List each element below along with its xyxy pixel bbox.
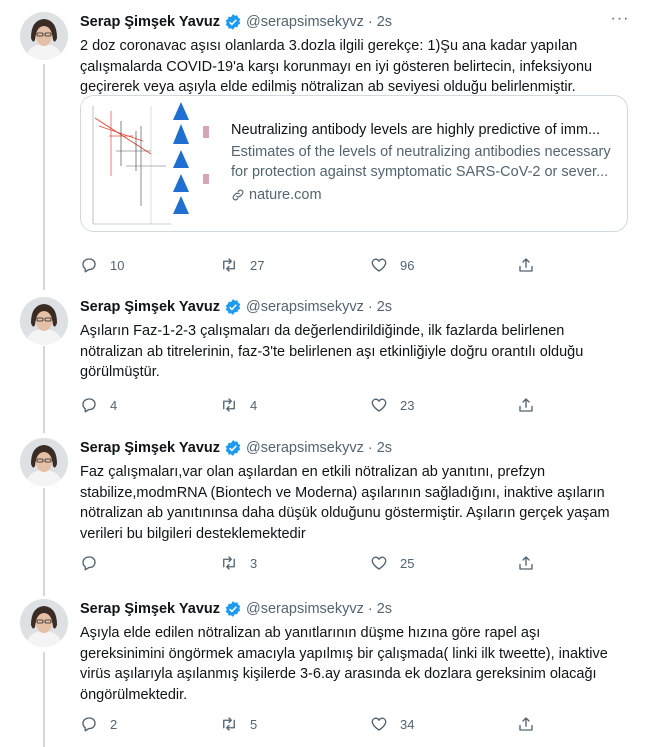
tweet-header <box>80 297 392 317</box>
retweet-button[interactable] <box>220 714 257 734</box>
tweet-text: Aşıyla elde edilen nötralizan ab yanıtlarının düşme hızına göre rapel aşı gereksinimini öngörmek amacıyla yapılmış bir çalışmada( linki ilk tweette), inaktive virüs aşılarıyla aşılanmış kişilerde 3-6.ay arasında ek dozlara gereksinim olacağı öngörülmektedir. <box>80 625 608 703</box>
tweet[interactable] <box>0 591 648 747</box>
share-icon <box>517 554 535 572</box>
share-button[interactable] <box>517 255 547 275</box>
timestamp[interactable]: 2s <box>376 299 393 315</box>
retweet-count: 5 <box>250 716 258 732</box>
timestamp[interactable]: 2s <box>376 440 393 456</box>
retweet-icon <box>220 256 238 274</box>
chart-thumbnail-image <box>81 96 218 231</box>
separator: · <box>367 14 373 30</box>
retweet-button[interactable] <box>220 553 257 573</box>
tweet[interactable] <box>0 428 648 591</box>
separator: · <box>367 299 373 315</box>
more-options-icon[interactable]: ··· <box>610 10 630 27</box>
heart-icon <box>370 715 388 733</box>
timestamp[interactable]: 2s <box>376 14 393 30</box>
reply-icon <box>80 554 98 572</box>
reply-count: 4 <box>110 397 118 413</box>
retweet-icon <box>220 715 238 733</box>
link-icon <box>231 188 245 202</box>
avatar[interactable] <box>20 12 68 60</box>
retweet-button[interactable] <box>220 395 257 415</box>
link-card[interactable] <box>80 95 628 232</box>
tweet-header <box>80 12 392 32</box>
tweet-text: Faz çalışmaları,var olan aşılardan en etkili nötralizan ab yanıtını, prefzyn stabilize,modmRNA (Biontech ve Moderna) aşılarının sağladığını, inaktive aşıların nötralizan ab yanıtınınsa daha düşük olduğunu göstermiştir. Aşıların gerçek yaşam verileri bu bilgileri desteklemektedir <box>80 464 610 542</box>
author-name[interactable]: Serap Şimşek Yavuz <box>80 299 220 315</box>
share-icon <box>517 396 535 414</box>
share-button[interactable] <box>517 553 547 573</box>
heart-icon <box>370 396 388 414</box>
heart-icon <box>370 554 388 572</box>
tweet[interactable] <box>0 287 648 427</box>
reply-button[interactable] <box>80 553 110 573</box>
share-button[interactable] <box>517 714 547 734</box>
like-button[interactable] <box>370 714 414 734</box>
retweet-count: 27 <box>250 257 265 273</box>
reply-icon <box>80 715 98 733</box>
like-count: 23 <box>400 397 415 413</box>
reply-button[interactable] <box>80 714 117 734</box>
tweet-header <box>80 599 392 619</box>
like-count: 96 <box>400 257 415 273</box>
retweet-icon <box>220 396 238 414</box>
avatar[interactable] <box>20 297 68 345</box>
share-icon <box>517 715 535 733</box>
tweet-text: Aşıların Faz-1-2-3 çalışmaları da değerlendirildiğinde, ilk fazlarda belirlenen nötralizan ab titrelerinin, faz-3'te belirlenen aşı etkinliğiyle doğru orantılı olduğu görülmüştür. <box>80 323 584 380</box>
reply-button[interactable] <box>80 395 117 415</box>
timestamp[interactable]: 2s <box>376 601 393 617</box>
share-icon <box>517 256 535 274</box>
separator: · <box>367 601 373 617</box>
author-name[interactable]: Serap Şimşek Yavuz <box>80 440 220 456</box>
card-thumbnail <box>81 96 218 231</box>
avatar[interactable] <box>20 599 68 647</box>
tweet-actions <box>80 714 550 734</box>
reply-icon <box>80 396 98 414</box>
separator: · <box>367 440 373 456</box>
avatar[interactable] <box>20 438 68 486</box>
author-name[interactable]: Serap Şimşek Yavuz <box>80 14 220 30</box>
like-count: 25 <box>400 555 415 571</box>
retweet-button[interactable] <box>220 255 264 275</box>
reply-icon <box>80 256 98 274</box>
retweet-count: 4 <box>250 397 258 413</box>
verified-badge-icon <box>224 600 242 618</box>
heart-icon <box>370 256 388 274</box>
author-handle[interactable]: @serapsimsekyvz <box>246 440 364 456</box>
tweet[interactable] <box>0 0 648 287</box>
author-name[interactable]: Serap Şimşek Yavuz <box>80 601 220 617</box>
card-domain[interactable]: nature.com <box>249 187 322 203</box>
tweet-text: 2 doz coronavac aşısı olanlarda 3.dozla ilgili gerekçe: 1)Şu ana kadar yapılan çalışmalarda COVID-19'a karşı korunmayı en iyi gösteren belirtecin, infeksiyonu geçirerek veya aşıyla elde edilmiş nötralizan ab seviyesi olduğu belirlenmiştir. <box>80 38 593 95</box>
reply-button[interactable] <box>80 255 124 275</box>
retweet-icon <box>220 554 238 572</box>
author-handle[interactable]: @serapsimsekyvz <box>246 601 364 617</box>
reply-count: 10 <box>110 257 125 273</box>
like-count: 34 <box>400 716 415 732</box>
like-button[interactable] <box>370 395 414 415</box>
tweet-actions <box>80 553 550 573</box>
retweet-count: 3 <box>250 555 258 571</box>
avatar-image <box>20 297 68 345</box>
verified-badge-icon <box>224 439 242 457</box>
avatar-image <box>20 599 68 647</box>
author-handle[interactable]: @serapsimsekyvz <box>246 299 364 315</box>
avatar-image <box>20 12 68 60</box>
like-button[interactable] <box>370 553 414 573</box>
share-button[interactable] <box>517 395 547 415</box>
verified-badge-icon <box>224 13 242 31</box>
card-title[interactable]: Neutralizing antibody levels are highly predictive of imm... <box>231 122 601 138</box>
tweet-header <box>80 438 392 458</box>
tweet-actions <box>80 255 550 275</box>
author-handle[interactable]: @serapsimsekyvz <box>246 14 364 30</box>
like-button[interactable] <box>370 255 414 275</box>
card-description: Estimates of the levels of neutralizing antibodies necessary for protection against symptomatic SARS-CoV-2 or sever... <box>231 144 611 180</box>
verified-badge-icon <box>224 298 242 316</box>
avatar-image <box>20 438 68 486</box>
tweet-actions <box>80 395 550 415</box>
reply-count: 2 <box>110 716 118 732</box>
